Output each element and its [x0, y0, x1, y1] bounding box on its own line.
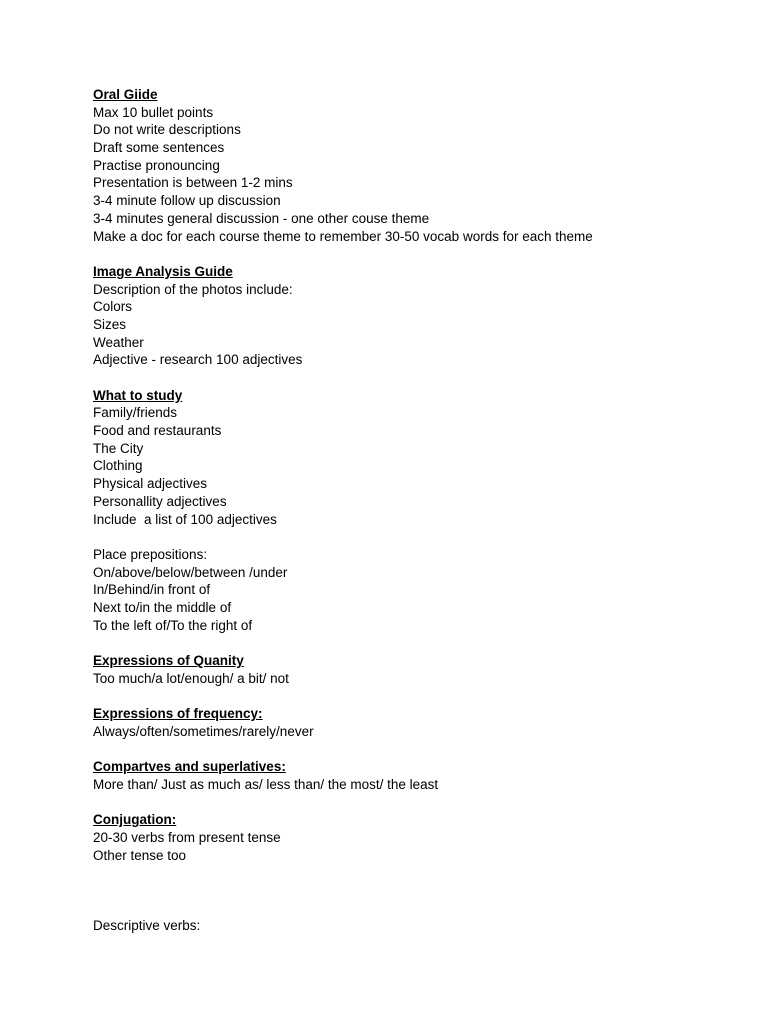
frequency-line: Always/often/sometimes/rarely/never	[93, 723, 314, 739]
paragraph-gap	[93, 740, 733, 758]
image-analysis-line: Description of the photos include:	[93, 281, 293, 297]
quantity-heading: Expressions of Quanity	[93, 653, 244, 668]
what-to-study-line: Family/friends	[93, 405, 178, 421]
what-to-study-line: The City	[93, 440, 144, 456]
quantity-line: Too much/a lot/enough/ a bit/ not	[93, 670, 289, 686]
what-to-study-heading: What to study	[93, 387, 183, 403]
place-prepositions-label: Place prepositions:	[93, 546, 208, 562]
what-to-study-line: Clothing	[93, 458, 143, 474]
image-analysis-line: Adjective - research 100 adjectives	[93, 352, 303, 368]
conjugation-line: Other tense too	[93, 847, 187, 863]
paragraph-gap	[93, 687, 733, 705]
what-to-study-line: Include a list of 100 adjectives	[93, 511, 277, 527]
paragraph-gap	[93, 528, 733, 546]
place-prepositions-line: In/Behind/in front of	[93, 582, 211, 598]
comparatives-line: More than/ Just as much as/ less than/ the most/ the least	[93, 776, 439, 792]
document-page	[93, 86, 733, 935]
place-prepositions-line: Next to/in the middle of	[93, 599, 232, 615]
conjugation-line: 20-30 verbs from present tense	[93, 829, 281, 845]
paragraph-gap	[93, 245, 733, 263]
image-analysis-line: Weather	[93, 334, 144, 350]
oral-guide-line: Do not write descriptions	[93, 122, 241, 138]
image-analysis-line: Colors	[93, 299, 133, 315]
comparatives-heading: Compartves and superlatives:	[93, 759, 286, 775]
oral-guide-line: Presentation is between 1-2 mins	[93, 175, 293, 191]
frequency-heading: Expressions of frequency:	[93, 706, 263, 722]
place-prepositions-line: On/above/below/between /under	[93, 564, 288, 580]
oral-guide-line: 3-4 minutes general discussion - one other couse theme	[93, 210, 430, 226]
what-to-study-line: Food and restaurants	[93, 423, 222, 439]
what-to-study-line: Personallity adjectives	[93, 493, 227, 509]
what-to-study-line: Physical adjectives	[93, 476, 208, 492]
oral-guide-heading: Oral Giide	[93, 87, 158, 102]
oral-guide-line: Draft some sentences	[93, 140, 225, 156]
paragraph-gap	[93, 369, 733, 387]
place-prepositions-line: To the left of/To the right of	[93, 617, 253, 633]
paragraph-gap	[93, 864, 733, 917]
conjugation-heading: Conjugation:	[93, 812, 177, 828]
paragraph-gap	[93, 634, 733, 652]
paragraph-gap	[93, 794, 733, 812]
descriptive-verbs-label: Descriptive verbs:	[93, 918, 201, 934]
image-analysis-line: Sizes	[93, 316, 127, 332]
image-analysis-heading: Image Analysis Guide	[93, 263, 233, 279]
oral-guide-line: Max 10 bullet points	[93, 104, 214, 120]
oral-guide-line: Practise pronouncing	[93, 157, 220, 173]
oral-guide-line: Make a doc for each course theme to remember 30-50 vocab words for each theme	[93, 228, 593, 244]
oral-guide-line: 3-4 minute follow up discussion	[93, 193, 281, 209]
